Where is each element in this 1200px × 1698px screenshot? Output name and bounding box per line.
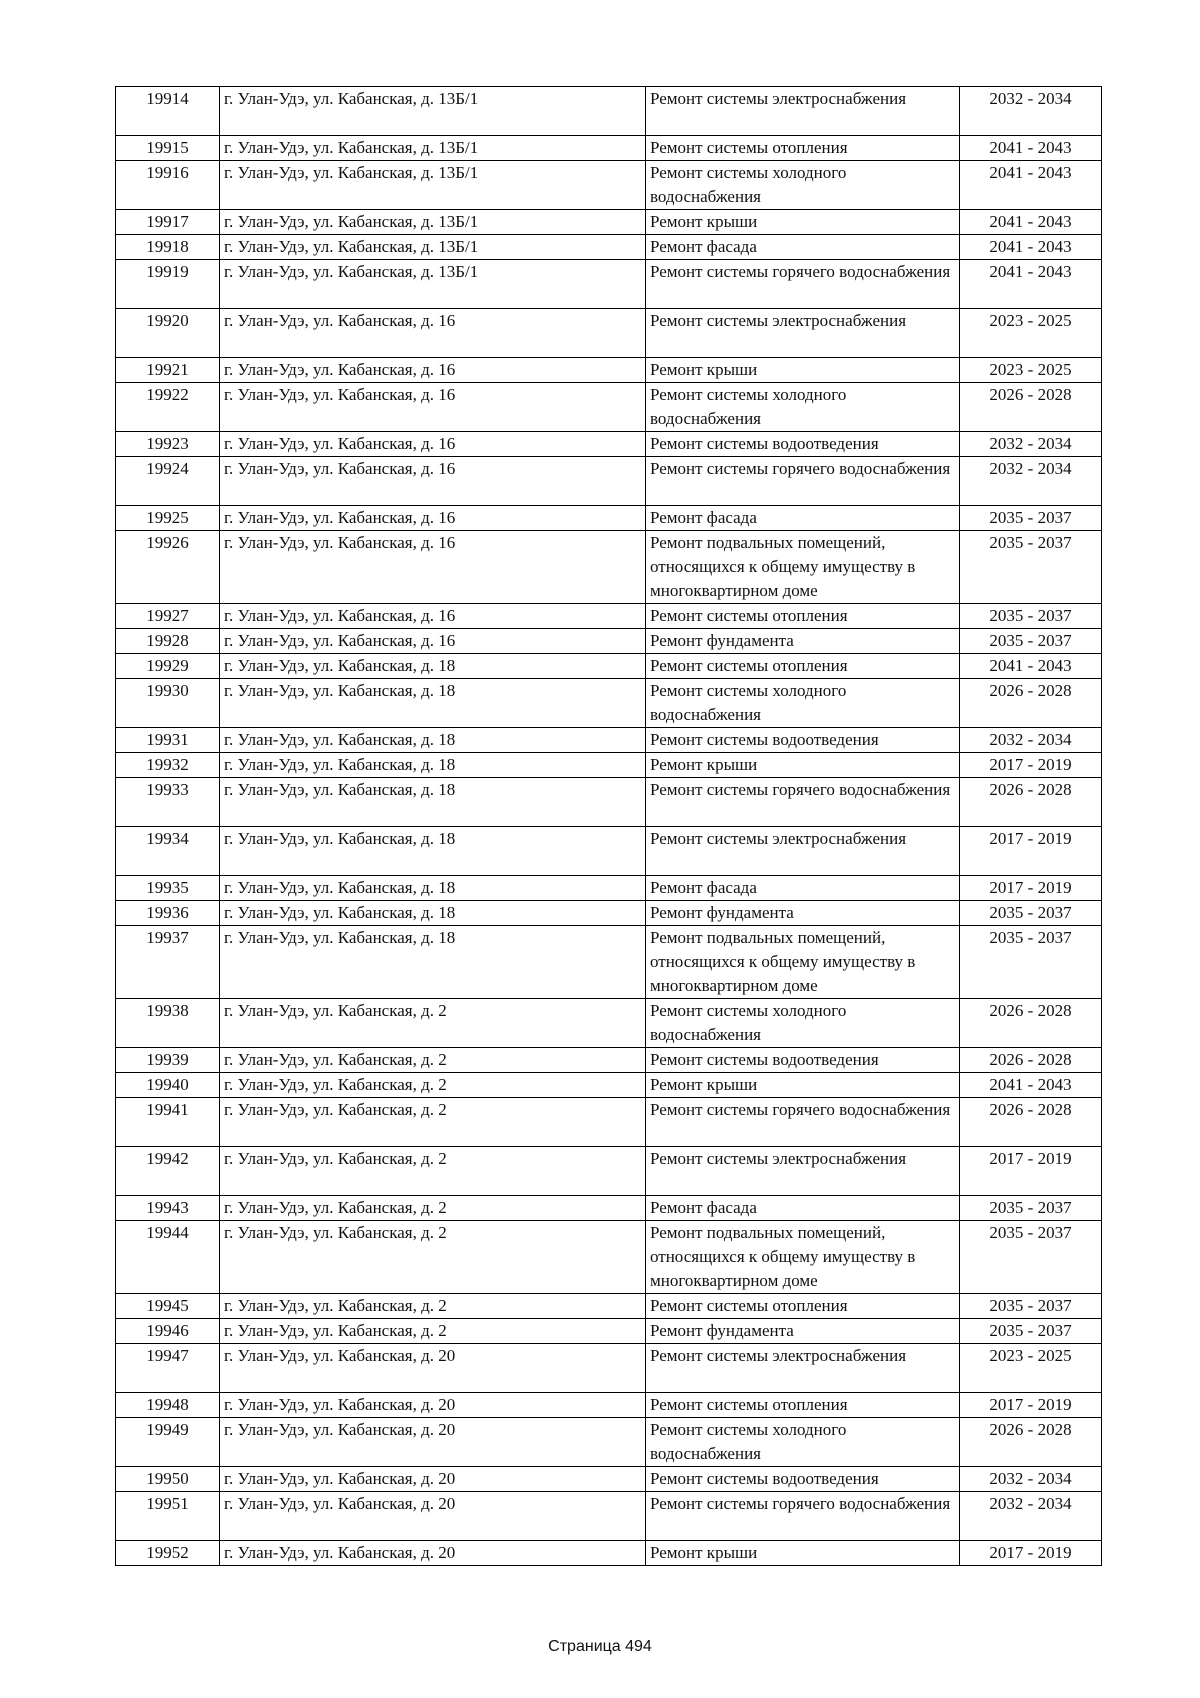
period-cell: 2017 - 2019 <box>960 876 1102 901</box>
work-type-cell: Ремонт фасада <box>646 876 960 901</box>
work-type-cell: Ремонт системы электроснабжения <box>646 1147 960 1196</box>
row-number-cell: 19945 <box>116 1294 220 1319</box>
work-type-cell: Ремонт системы холодного водоснабжения <box>646 1418 960 1467</box>
address-cell: г. Улан-Удэ, ул. Кабанская, д. 18 <box>220 827 646 876</box>
row-number-cell: 19930 <box>116 679 220 728</box>
works-table <box>115 86 1102 1566</box>
work-type-cell: Ремонт крыши <box>646 1541 960 1566</box>
work-type-cell: Ремонт крыши <box>646 210 960 235</box>
table-row <box>116 999 1102 1048</box>
period-cell: 2035 - 2037 <box>960 1294 1102 1319</box>
table-row <box>116 1467 1102 1492</box>
works-table-body <box>116 87 1102 1566</box>
table-row <box>116 235 1102 260</box>
period-cell: 2041 - 2043 <box>960 161 1102 210</box>
table-row <box>116 926 1102 999</box>
address-cell: г. Улан-Удэ, ул. Кабанская, д. 20 <box>220 1393 646 1418</box>
work-type-cell: Ремонт системы горячего водоснабжения <box>646 1492 960 1541</box>
period-cell: 2026 - 2028 <box>960 999 1102 1048</box>
row-number-cell: 19924 <box>116 457 220 506</box>
address-cell: г. Улан-Удэ, ул. Кабанская, д. 18 <box>220 778 646 827</box>
address-cell: г. Улан-Удэ, ул. Кабанская, д. 16 <box>220 629 646 654</box>
period-cell: 2035 - 2037 <box>960 1196 1102 1221</box>
address-cell: г. Улан-Удэ, ул. Кабанская, д. 2 <box>220 1196 646 1221</box>
period-cell: 2017 - 2019 <box>960 753 1102 778</box>
row-number-cell: 19928 <box>116 629 220 654</box>
table-row <box>116 531 1102 604</box>
work-type-cell: Ремонт фасада <box>646 1196 960 1221</box>
work-type-cell: Ремонт системы холодного водоснабжения <box>646 679 960 728</box>
address-cell: г. Улан-Удэ, ул. Кабанская, д. 18 <box>220 926 646 999</box>
work-type-cell: Ремонт системы водоотведения <box>646 432 960 457</box>
row-number-cell: 19934 <box>116 827 220 876</box>
table-row <box>116 87 1102 136</box>
row-number-cell: 19923 <box>116 432 220 457</box>
work-type-cell: Ремонт системы горячего водоснабжения <box>646 260 960 309</box>
period-cell: 2032 - 2034 <box>960 1492 1102 1541</box>
table-row <box>116 778 1102 827</box>
table-row <box>116 210 1102 235</box>
row-number-cell: 19914 <box>116 87 220 136</box>
table-row <box>116 1418 1102 1467</box>
period-cell: 2035 - 2037 <box>960 506 1102 531</box>
table-row <box>116 383 1102 432</box>
row-number-cell: 19937 <box>116 926 220 999</box>
period-cell: 2041 - 2043 <box>960 260 1102 309</box>
period-cell: 2041 - 2043 <box>960 1073 1102 1098</box>
period-cell: 2017 - 2019 <box>960 1541 1102 1566</box>
row-number-cell: 19918 <box>116 235 220 260</box>
period-cell: 2026 - 2028 <box>960 778 1102 827</box>
table-row <box>116 1196 1102 1221</box>
table-row <box>116 161 1102 210</box>
row-number-cell: 19938 <box>116 999 220 1048</box>
table-row <box>116 654 1102 679</box>
address-cell: г. Улан-Удэ, ул. Кабанская, д. 13Б/1 <box>220 210 646 235</box>
address-cell: г. Улан-Удэ, ул. Кабанская, д. 16 <box>220 383 646 432</box>
work-type-cell: Ремонт системы горячего водоснабжения <box>646 1098 960 1147</box>
period-cell: 2023 - 2025 <box>960 1344 1102 1393</box>
work-type-cell: Ремонт крыши <box>646 1073 960 1098</box>
work-type-cell: Ремонт фасада <box>646 235 960 260</box>
work-type-cell: Ремонт подвальных помещений, относящихся к общему имуществу в многоквартирном доме <box>646 926 960 999</box>
table-row <box>116 136 1102 161</box>
row-number-cell: 19952 <box>116 1541 220 1566</box>
period-cell: 2017 - 2019 <box>960 1147 1102 1196</box>
row-number-cell: 19950 <box>116 1467 220 1492</box>
work-type-cell: Ремонт системы холодного водоснабжения <box>646 161 960 210</box>
table-row <box>116 1073 1102 1098</box>
row-number-cell: 19947 <box>116 1344 220 1393</box>
address-cell: г. Улан-Удэ, ул. Кабанская, д. 18 <box>220 753 646 778</box>
row-number-cell: 19922 <box>116 383 220 432</box>
address-cell: г. Улан-Удэ, ул. Кабанская, д. 18 <box>220 901 646 926</box>
table-row <box>116 728 1102 753</box>
work-type-cell: Ремонт системы отопления <box>646 1393 960 1418</box>
row-number-cell: 19929 <box>116 654 220 679</box>
work-type-cell: Ремонт системы электроснабжения <box>646 1344 960 1393</box>
work-type-cell: Ремонт системы электроснабжения <box>646 87 960 136</box>
work-type-cell: Ремонт фундамента <box>646 629 960 654</box>
row-number-cell: 19921 <box>116 358 220 383</box>
period-cell: 2035 - 2037 <box>960 901 1102 926</box>
address-cell: г. Улан-Удэ, ул. Кабанская, д. 16 <box>220 531 646 604</box>
work-type-cell: Ремонт системы водоотведения <box>646 1048 960 1073</box>
row-number-cell: 19917 <box>116 210 220 235</box>
row-number-cell: 19920 <box>116 309 220 358</box>
period-cell: 2026 - 2028 <box>960 679 1102 728</box>
table-row <box>116 309 1102 358</box>
row-number-cell: 19931 <box>116 728 220 753</box>
row-number-cell: 19943 <box>116 1196 220 1221</box>
address-cell: г. Улан-Удэ, ул. Кабанская, д. 20 <box>220 1492 646 1541</box>
period-cell: 2017 - 2019 <box>960 827 1102 876</box>
period-cell: 2041 - 2043 <box>960 136 1102 161</box>
table-row <box>116 506 1102 531</box>
table-row <box>116 1098 1102 1147</box>
table-row <box>116 1393 1102 1418</box>
address-cell: г. Улан-Удэ, ул. Кабанская, д. 13Б/1 <box>220 161 646 210</box>
period-cell: 2026 - 2028 <box>960 1048 1102 1073</box>
row-number-cell: 19915 <box>116 136 220 161</box>
table-row <box>116 1541 1102 1566</box>
work-type-cell: Ремонт крыши <box>646 358 960 383</box>
period-cell: 2032 - 2034 <box>960 728 1102 753</box>
table-row <box>116 901 1102 926</box>
address-cell: г. Улан-Удэ, ул. Кабанская, д. 20 <box>220 1344 646 1393</box>
table-row <box>116 604 1102 629</box>
row-number-cell: 19941 <box>116 1098 220 1147</box>
row-number-cell: 19939 <box>116 1048 220 1073</box>
address-cell: г. Улан-Удэ, ул. Кабанская, д. 2 <box>220 1098 646 1147</box>
page-footer <box>0 1638 1200 1656</box>
period-cell: 2032 - 2034 <box>960 87 1102 136</box>
address-cell: г. Улан-Удэ, ул. Кабанская, д. 16 <box>220 506 646 531</box>
row-number-cell: 19946 <box>116 1319 220 1344</box>
table-row <box>116 1294 1102 1319</box>
row-number-cell: 19936 <box>116 901 220 926</box>
table-row <box>116 1492 1102 1541</box>
row-number-cell: 19940 <box>116 1073 220 1098</box>
address-cell: г. Улан-Удэ, ул. Кабанская, д. 20 <box>220 1418 646 1467</box>
work-type-cell: Ремонт системы холодного водоснабжения <box>646 999 960 1048</box>
table-row <box>116 1147 1102 1196</box>
address-cell: г. Улан-Удэ, ул. Кабанская, д. 20 <box>220 1541 646 1566</box>
row-number-cell: 19932 <box>116 753 220 778</box>
address-cell: г. Улан-Удэ, ул. Кабанская, д. 16 <box>220 604 646 629</box>
row-number-cell: 19944 <box>116 1221 220 1294</box>
address-cell: г. Улан-Удэ, ул. Кабанская, д. 18 <box>220 654 646 679</box>
address-cell: г. Улан-Удэ, ул. Кабанская, д. 2 <box>220 1147 646 1196</box>
work-type-cell: Ремонт фундамента <box>646 901 960 926</box>
row-number-cell: 19925 <box>116 506 220 531</box>
period-cell: 2041 - 2043 <box>960 654 1102 679</box>
work-type-cell: Ремонт системы электроснабжения <box>646 309 960 358</box>
row-number-cell: 19951 <box>116 1492 220 1541</box>
period-cell: 2035 - 2037 <box>960 1319 1102 1344</box>
period-cell: 2026 - 2028 <box>960 1418 1102 1467</box>
period-cell: 2023 - 2025 <box>960 358 1102 383</box>
work-type-cell: Ремонт системы отопления <box>646 136 960 161</box>
work-type-cell: Ремонт подвальных помещений, относящихся к общему имуществу в многоквартирном доме <box>646 1221 960 1294</box>
work-type-cell: Ремонт системы водоотведения <box>646 728 960 753</box>
period-cell: 2032 - 2034 <box>960 1467 1102 1492</box>
table-row <box>116 629 1102 654</box>
address-cell: г. Улан-Удэ, ул. Кабанская, д. 13Б/1 <box>220 235 646 260</box>
period-cell: 2032 - 2034 <box>960 432 1102 457</box>
address-cell: г. Улан-Удэ, ул. Кабанская, д. 2 <box>220 1048 646 1073</box>
address-cell: г. Улан-Удэ, ул. Кабанская, д. 16 <box>220 457 646 506</box>
address-cell: г. Улан-Удэ, ул. Кабанская, д. 2 <box>220 1221 646 1294</box>
period-cell: 2026 - 2028 <box>960 383 1102 432</box>
row-number-cell: 19942 <box>116 1147 220 1196</box>
address-cell: г. Улан-Удэ, ул. Кабанская, д. 13Б/1 <box>220 87 646 136</box>
period-cell: 2035 - 2037 <box>960 1221 1102 1294</box>
work-type-cell: Ремонт фундамента <box>646 1319 960 1344</box>
address-cell: г. Улан-Удэ, ул. Кабанская, д. 2 <box>220 1294 646 1319</box>
row-number-cell: 19916 <box>116 161 220 210</box>
row-number-cell: 19949 <box>116 1418 220 1467</box>
table-row <box>116 457 1102 506</box>
period-cell: 2035 - 2037 <box>960 629 1102 654</box>
row-number-cell: 19948 <box>116 1393 220 1418</box>
work-type-cell: Ремонт подвальных помещений, относящихся к общему имуществу в многоквартирном доме <box>646 531 960 604</box>
work-type-cell: Ремонт системы водоотведения <box>646 1467 960 1492</box>
address-cell: г. Улан-Удэ, ул. Кабанская, д. 2 <box>220 1073 646 1098</box>
table-row <box>116 358 1102 383</box>
table-row <box>116 679 1102 728</box>
period-cell: 2023 - 2025 <box>960 309 1102 358</box>
address-cell: г. Улан-Удэ, ул. Кабанская, д. 16 <box>220 309 646 358</box>
address-cell: г. Улан-Удэ, ул. Кабанская, д. 2 <box>220 999 646 1048</box>
table-row <box>116 432 1102 457</box>
address-cell: г. Улан-Удэ, ул. Кабанская, д. 18 <box>220 876 646 901</box>
table-row <box>116 1319 1102 1344</box>
row-number-cell: 19935 <box>116 876 220 901</box>
address-cell: г. Улан-Удэ, ул. Кабанская, д. 13Б/1 <box>220 260 646 309</box>
row-number-cell: 19926 <box>116 531 220 604</box>
work-type-cell: Ремонт системы горячего водоснабжения <box>646 778 960 827</box>
period-cell: 2041 - 2043 <box>960 235 1102 260</box>
work-type-cell: Ремонт системы горячего водоснабжения <box>646 457 960 506</box>
period-cell: 2032 - 2034 <box>960 457 1102 506</box>
row-number-cell: 19927 <box>116 604 220 629</box>
table-row <box>116 1344 1102 1393</box>
row-number-cell: 19919 <box>116 260 220 309</box>
table-row <box>116 753 1102 778</box>
address-cell: г. Улан-Удэ, ул. Кабанская, д. 16 <box>220 432 646 457</box>
period-cell: 2017 - 2019 <box>960 1393 1102 1418</box>
address-cell: г. Улан-Удэ, ул. Кабанская, д. 18 <box>220 728 646 753</box>
period-cell: 2035 - 2037 <box>960 531 1102 604</box>
row-number-cell: 19933 <box>116 778 220 827</box>
address-cell: г. Улан-Удэ, ул. Кабанская, д. 13Б/1 <box>220 136 646 161</box>
period-cell: 2035 - 2037 <box>960 604 1102 629</box>
table-row <box>116 1221 1102 1294</box>
work-type-cell: Ремонт системы отопления <box>646 1294 960 1319</box>
work-type-cell: Ремонт фасада <box>646 506 960 531</box>
period-cell: 2035 - 2037 <box>960 926 1102 999</box>
work-type-cell: Ремонт системы электроснабжения <box>646 827 960 876</box>
table-row <box>116 876 1102 901</box>
address-cell: г. Улан-Удэ, ул. Кабанская, д. 16 <box>220 358 646 383</box>
address-cell: г. Улан-Удэ, ул. Кабанская, д. 18 <box>220 679 646 728</box>
address-cell: г. Улан-Удэ, ул. Кабанская, д. 2 <box>220 1319 646 1344</box>
work-type-cell: Ремонт крыши <box>646 753 960 778</box>
work-type-cell: Ремонт системы холодного водоснабжения <box>646 383 960 432</box>
period-cell: 2026 - 2028 <box>960 1098 1102 1147</box>
work-type-cell: Ремонт системы отопления <box>646 654 960 679</box>
page-number: Страница 494 <box>548 1638 652 1655</box>
table-row <box>116 1048 1102 1073</box>
table-row <box>116 260 1102 309</box>
period-cell: 2041 - 2043 <box>960 210 1102 235</box>
table-row <box>116 827 1102 876</box>
address-cell: г. Улан-Удэ, ул. Кабанская, д. 20 <box>220 1467 646 1492</box>
work-type-cell: Ремонт системы отопления <box>646 604 960 629</box>
